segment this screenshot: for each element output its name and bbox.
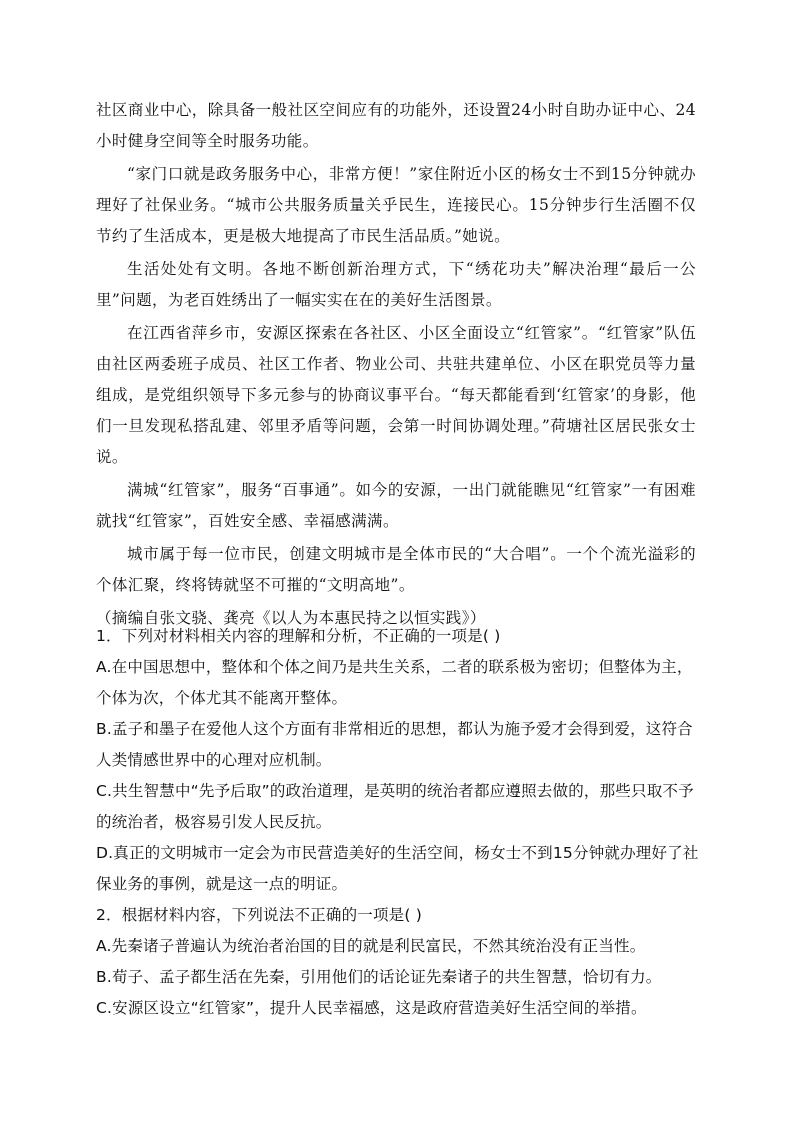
option-d: D.真正的文明城市一定会为市民营造美好的生活空间，杨女士不到15分钟就办理好了社保业务的事例，就是这一点的明证。 bbox=[96, 844, 699, 893]
question-2 bbox=[96, 900, 706, 1024]
option-b: B.荀子、孟子都生活在先秦，引用他们的话论证先秦诸子的共生智慧，恰切有力。 bbox=[96, 968, 662, 986]
passage-paragraph-6: 城市属于每一位市民，创建文明城市是全体市民的“大合唱”。一个个流光溢彩的个体汇聚，终将铸就坚不可摧的“文明高地”。 bbox=[96, 545, 696, 594]
passage-source: （摘编自张文骁、龚亮《以人为本惠民持之以恒实践》） bbox=[96, 609, 486, 627]
passage-paragraph-3: 生活处处有文明。各地不断创新治理方式，下“绣花功夫”解决治理“最后一公里”问题，为老百姓绣出了一幅实实在在的美好生活图景。 bbox=[96, 260, 696, 309]
option-a: A.先秦诸子普遍认为统治者治国的目的就是利民富民，不然其统治没有正当性。 bbox=[96, 937, 646, 955]
reading-passage bbox=[96, 95, 696, 636]
passage-paragraph-1: 社区商业中心，除具备一般社区空间应有的功能外，还设置24小时自助办证中心、24小时健身空间等全时服务功能。 bbox=[96, 101, 696, 150]
option-c: C.安源区设立“红管家”，提升人民幸福感，这是政府营造美好生活空间的举措。 bbox=[96, 999, 647, 1017]
question-stem: 2．根据材料内容，下列说法不正确的一项是( ) bbox=[96, 906, 422, 924]
questions-section bbox=[96, 621, 706, 1024]
passage-paragraph-2: “家门口就是政务服务中心，非常方便！”家住附近小区的杨女士不到15分钟就办理好了社保业务。“城市公共服务质量关乎民生，连接民心。15分钟步行生活圈不仅节约了生活成本，更是极大地提高了市民生活品质。”她说。 bbox=[96, 165, 696, 245]
option-a: A.在中国思想中，整体和个体之间乃是共生关系，二者的联系极为密切；但整体为主，个体为次，个体尤其不能离开整体。 bbox=[96, 658, 693, 707]
option-c: C.共生智慧中“先予后取”的政治道理，是英明的统治者都应遵照去做的，那些只取不予的统治者，极容易引发人民反抗。 bbox=[96, 782, 694, 831]
passage-paragraph-5: 满城“红管家”，服务“百事通”。如今的安源，一出门就能瞧见“红管家”一有困难就找“红管家”，百姓安全感、幸福感满满。 bbox=[96, 481, 696, 530]
passage-paragraph-4: 在江西省萍乡市，安源区探索在各社区、小区全面设立“红管家”。“红管家”队伍由社区两委班子成员、社区工作者、物业公司、共驻共建单位、小区在职党员等力量组成，是党组织领导下多元参与的协商议事平台。“每天都能看到‘红管家’的身影，他们一旦发现私搭乱建、邻里矛盾等问题，会第一时间协调处理。”荷塘社区居民张女士说。 bbox=[96, 324, 696, 466]
option-b: B.孟子和墨子在爱他人这个方面有非常相近的思想，都认为施予爱才会得到爱，这符合人类情感世界中的心理对应机制。 bbox=[96, 720, 693, 769]
question-1 bbox=[96, 621, 706, 900]
question-stem: 1．下列对材料相关内容的理解和分析，不正确的一项是( ) bbox=[96, 627, 501, 645]
